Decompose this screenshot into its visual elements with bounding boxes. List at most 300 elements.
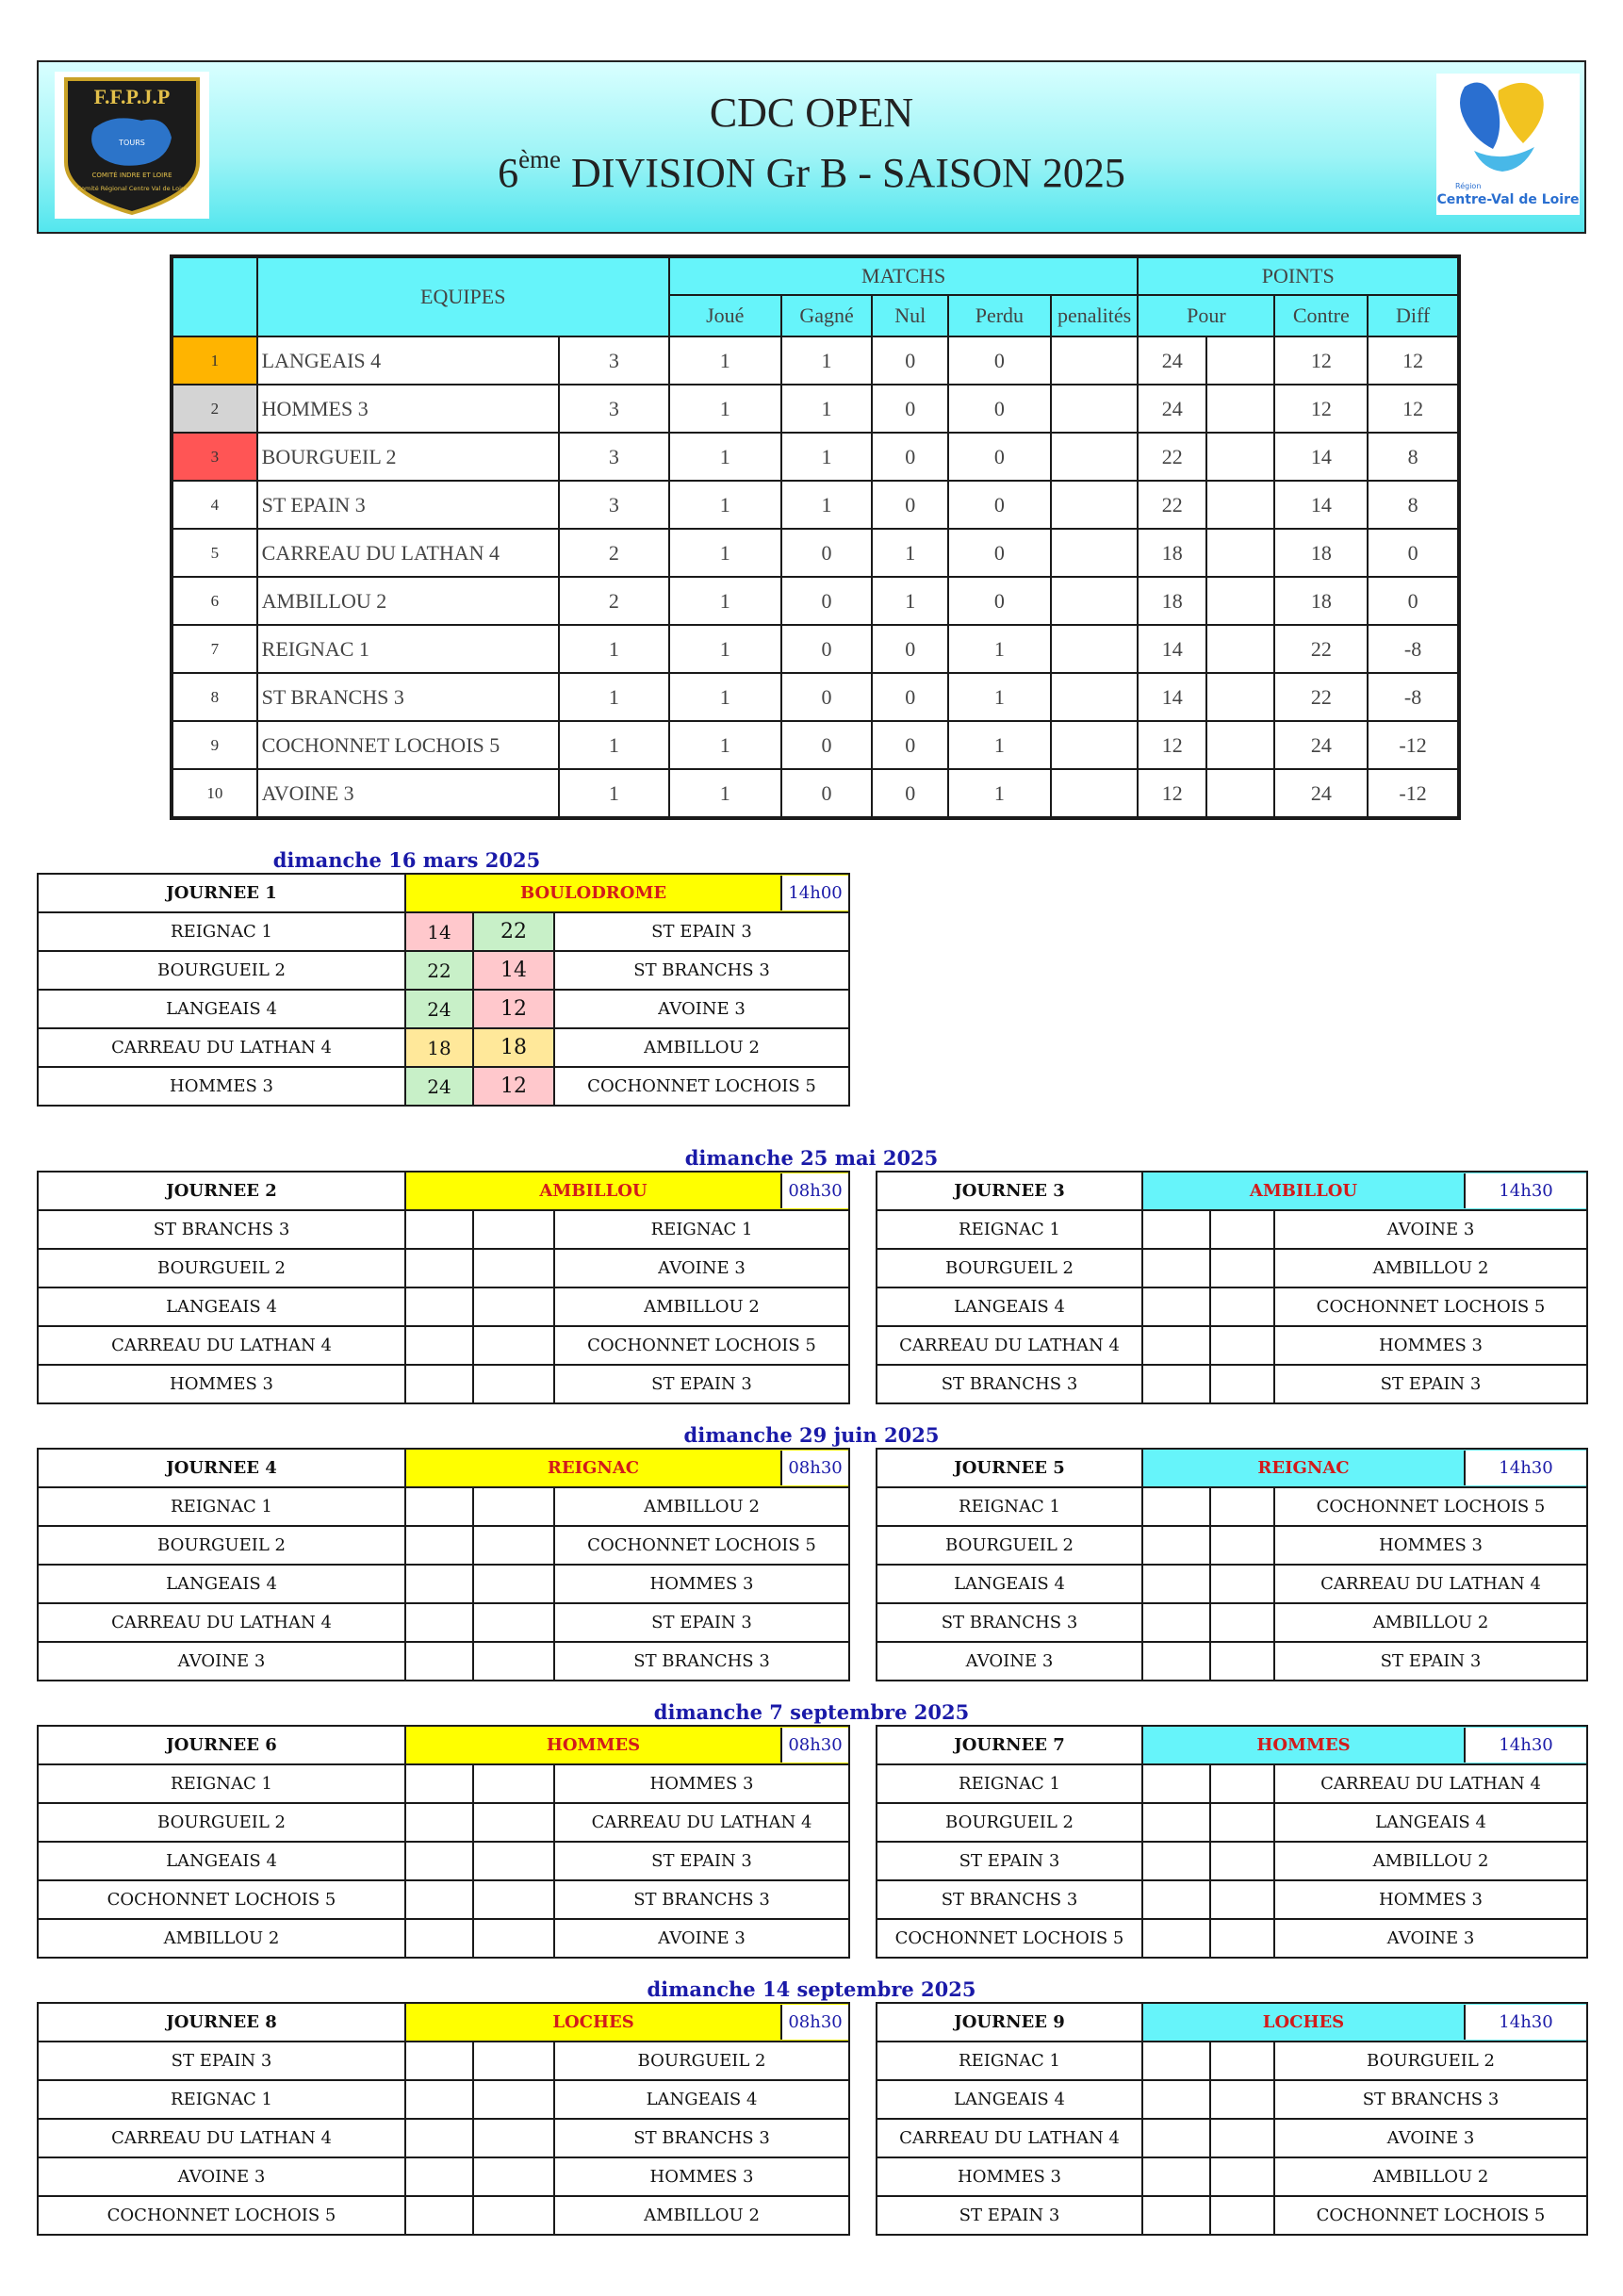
standings-team: COCHONNET LOCHOIS 5 bbox=[257, 721, 559, 769]
match-score-home bbox=[405, 2157, 473, 2196]
match-score-home bbox=[1142, 2119, 1210, 2157]
standings-perdu: 0 bbox=[948, 385, 1051, 433]
standings-team: AMBILLOU 2 bbox=[257, 577, 559, 625]
match-away-team: REIGNAC 1 bbox=[554, 1210, 849, 1249]
match-home-team: LANGEAIS 4 bbox=[877, 2080, 1142, 2119]
journee-location bbox=[1142, 1726, 1587, 1764]
match-score-home bbox=[405, 1287, 473, 1326]
journee-table bbox=[37, 1448, 850, 1681]
match-score-away bbox=[1210, 1642, 1274, 1681]
match-score-away bbox=[473, 1365, 554, 1403]
match-score-away bbox=[473, 1919, 554, 1958]
header-equipes: EQUIPES bbox=[257, 256, 669, 336]
standings-nul: 0 bbox=[872, 673, 948, 721]
match-home-team: ST EPAIN 3 bbox=[38, 2042, 405, 2080]
match-away-team: CARREAU DU LATHAN 4 bbox=[1274, 1764, 1587, 1803]
standings-perdu: 0 bbox=[948, 336, 1051, 385]
match-score-away bbox=[1210, 1487, 1274, 1526]
journee-header-row bbox=[877, 1449, 1587, 1487]
standings-points: 3 bbox=[559, 336, 669, 385]
match-row bbox=[38, 1487, 849, 1526]
match-score-away bbox=[473, 1880, 554, 1919]
standings-contre: 12 bbox=[1274, 336, 1368, 385]
match-away-team: COCHONNET LOCHOIS 5 bbox=[1274, 1487, 1587, 1526]
journee-location-label: HOMMES bbox=[546, 1735, 641, 1755]
match-away-team: AMBILLOU 2 bbox=[1274, 1603, 1587, 1642]
standings-joue: 1 bbox=[669, 433, 781, 481]
match-home-team: ST BRANCHS 3 bbox=[38, 1210, 405, 1249]
match-away-team: AMBILLOU 2 bbox=[554, 1028, 849, 1067]
match-away-team: HOMMES 3 bbox=[554, 1565, 849, 1603]
day-heading: dimanche 7 septembre 2025 bbox=[653, 1700, 970, 1724]
match-row bbox=[38, 1842, 849, 1880]
standings-gagne: 1 bbox=[781, 481, 873, 529]
journee-time: 14h30 bbox=[1464, 1173, 1586, 1208]
match-row bbox=[877, 1210, 1587, 1249]
match-score-home bbox=[1142, 1842, 1210, 1880]
standings-nul: 0 bbox=[872, 769, 948, 818]
journee-time: 08h30 bbox=[780, 1451, 848, 1485]
match-home-team: COCHONNET LOCHOIS 5 bbox=[877, 1919, 1142, 1958]
match-score-home bbox=[405, 1880, 473, 1919]
journee-title: JOURNEE 3 bbox=[877, 1172, 1142, 1210]
match-row bbox=[877, 1803, 1587, 1842]
standings-pour: 18 bbox=[1138, 577, 1206, 625]
standings-pour: 24 bbox=[1138, 336, 1206, 385]
match-away-team: BOURGUEIL 2 bbox=[1274, 2042, 1587, 2080]
standings-joue: 1 bbox=[669, 336, 781, 385]
match-score-away bbox=[1210, 1326, 1274, 1365]
standings-perdu: 0 bbox=[948, 433, 1051, 481]
match-away-team: ST EPAIN 3 bbox=[554, 1365, 849, 1403]
journee-location-label: AMBILLOU bbox=[539, 1181, 648, 1201]
day-heading: dimanche 14 septembre 2025 bbox=[647, 1977, 976, 2001]
journee-title: JOURNEE 9 bbox=[877, 2003, 1142, 2042]
logo-left-text1: F.F.P.J.P bbox=[93, 85, 171, 108]
standings-perdu: 0 bbox=[948, 529, 1051, 577]
logo-left-text2: COMITÉ INDRE ET LOIRE bbox=[91, 172, 172, 179]
header-nul: Nul bbox=[872, 295, 948, 336]
standings-points: 3 bbox=[559, 385, 669, 433]
match-score-away bbox=[1210, 1249, 1274, 1287]
match-home-team: BOURGUEIL 2 bbox=[877, 1803, 1142, 1842]
standings-diff: -12 bbox=[1368, 769, 1459, 818]
header-perdu: Perdu bbox=[948, 295, 1051, 336]
journee-time: 14h00 bbox=[780, 876, 848, 910]
match-away-team: ST EPAIN 3 bbox=[1274, 1365, 1587, 1403]
match-away-team: COCHONNET LOCHOIS 5 bbox=[554, 1326, 849, 1365]
match-score-away bbox=[1210, 1764, 1274, 1803]
standings-blank bbox=[1206, 577, 1275, 625]
match-away-team: AVOINE 3 bbox=[554, 1249, 849, 1287]
standings-row bbox=[172, 385, 1459, 433]
match-row bbox=[38, 1326, 849, 1365]
match-away-team: AVOINE 3 bbox=[1274, 1210, 1587, 1249]
journee-header-row bbox=[38, 874, 849, 912]
journee-header-row bbox=[877, 2003, 1587, 2042]
page-title-line2 bbox=[0, 145, 1623, 197]
standings-blank bbox=[1206, 433, 1275, 481]
standings-perdu: 1 bbox=[948, 673, 1051, 721]
match-score-away bbox=[1210, 2157, 1274, 2196]
standings-nul: 0 bbox=[872, 433, 948, 481]
header-joue: Joué bbox=[669, 295, 781, 336]
match-score-home bbox=[1142, 2042, 1210, 2080]
match-row bbox=[877, 1880, 1587, 1919]
journee-title: JOURNEE 2 bbox=[38, 1172, 405, 1210]
match-score-home bbox=[1142, 1565, 1210, 1603]
match-score-away: 22 bbox=[473, 912, 554, 951]
match-home-team: BOURGUEIL 2 bbox=[38, 1526, 405, 1565]
match-home-team: REIGNAC 1 bbox=[877, 1764, 1142, 1803]
match-row bbox=[38, 1803, 849, 1842]
match-score-home bbox=[405, 2042, 473, 2080]
standings-diff: -12 bbox=[1368, 721, 1459, 769]
standings-rank: 2 bbox=[172, 385, 257, 433]
match-home-team: CARREAU DU LATHAN 4 bbox=[877, 1326, 1142, 1365]
match-score-away bbox=[1210, 1287, 1274, 1326]
journee-location-label: LOCHES bbox=[1262, 2012, 1345, 2032]
match-away-team: COCHONNET LOCHOIS 5 bbox=[1274, 1287, 1587, 1326]
match-away-team: ST EPAIN 3 bbox=[554, 1842, 849, 1880]
standings-blank bbox=[1206, 529, 1275, 577]
match-score-home bbox=[405, 1487, 473, 1526]
match-score-away bbox=[473, 1764, 554, 1803]
logo-left-text3: TOURS bbox=[119, 139, 145, 147]
standings-rank: 3 bbox=[172, 433, 257, 481]
match-home-team: HOMMES 3 bbox=[38, 1067, 405, 1106]
match-score-home bbox=[405, 1565, 473, 1603]
standings-joue: 1 bbox=[669, 529, 781, 577]
match-score-away bbox=[1210, 2119, 1274, 2157]
standings-joue: 1 bbox=[669, 577, 781, 625]
match-score-home bbox=[1142, 2080, 1210, 2119]
match-score-home bbox=[405, 1919, 473, 1958]
standings-rank: 9 bbox=[172, 721, 257, 769]
standings-gagne: 1 bbox=[781, 385, 873, 433]
match-row bbox=[38, 1919, 849, 1958]
standings-points: 1 bbox=[559, 769, 669, 818]
match-score-away bbox=[1210, 1565, 1274, 1603]
match-away-team: HOMMES 3 bbox=[1274, 1526, 1587, 1565]
standings-rank: 4 bbox=[172, 481, 257, 529]
standings-penalites bbox=[1051, 625, 1139, 673]
standings-joue: 1 bbox=[669, 769, 781, 818]
journee-title: JOURNEE 7 bbox=[877, 1726, 1142, 1764]
match-home-team: REIGNAC 1 bbox=[38, 2080, 405, 2119]
match-home-team: CARREAU DU LATHAN 4 bbox=[38, 1326, 405, 1365]
match-away-team: COCHONNET LOCHOIS 5 bbox=[554, 1526, 849, 1565]
header-diff: Diff bbox=[1368, 295, 1459, 336]
match-score-away bbox=[1210, 1842, 1274, 1880]
match-away-team: ST BRANCHS 3 bbox=[1274, 2080, 1587, 2119]
match-away-team: CARREAU DU LATHAN 4 bbox=[554, 1803, 849, 1842]
standings-perdu: 0 bbox=[948, 577, 1051, 625]
standings-gagne: 0 bbox=[781, 673, 873, 721]
journee-title: JOURNEE 6 bbox=[38, 1726, 405, 1764]
match-score-home bbox=[1142, 1919, 1210, 1958]
standings-blank bbox=[1206, 673, 1275, 721]
standings-row bbox=[172, 625, 1459, 673]
standings-diff: 0 bbox=[1368, 577, 1459, 625]
standings-contre: 24 bbox=[1274, 721, 1368, 769]
standings-row bbox=[172, 673, 1459, 721]
logo-right-text1: Région bbox=[1455, 182, 1482, 190]
match-row bbox=[38, 912, 849, 951]
match-score-home bbox=[1142, 1210, 1210, 1249]
match-score-away bbox=[473, 1642, 554, 1681]
match-row bbox=[877, 1526, 1587, 1565]
match-row bbox=[38, 2080, 849, 2119]
match-score-away bbox=[1210, 1603, 1274, 1642]
journee-location bbox=[1142, 1449, 1587, 1487]
standings-blank bbox=[1206, 481, 1275, 529]
match-row bbox=[877, 2119, 1587, 2157]
journee-location bbox=[405, 1726, 849, 1764]
match-score-home bbox=[1142, 1365, 1210, 1403]
standings-diff: 0 bbox=[1368, 529, 1459, 577]
match-score-home bbox=[405, 1642, 473, 1681]
match-away-team: BOURGUEIL 2 bbox=[554, 2042, 849, 2080]
match-score-away bbox=[1210, 2042, 1274, 2080]
match-row bbox=[38, 1565, 849, 1603]
standings-penalites bbox=[1051, 769, 1139, 818]
header-points: POINTS bbox=[1138, 256, 1459, 295]
standings-points: 3 bbox=[559, 481, 669, 529]
standings-gagne: 0 bbox=[781, 625, 873, 673]
match-score-away bbox=[473, 2196, 554, 2235]
day-heading: dimanche 16 mars 2025 bbox=[272, 848, 541, 872]
match-score-away bbox=[473, 1526, 554, 1565]
match-score-home bbox=[1142, 1487, 1210, 1526]
match-row bbox=[877, 1365, 1587, 1403]
standings-row bbox=[172, 577, 1459, 625]
match-away-team: AVOINE 3 bbox=[1274, 2119, 1587, 2157]
match-home-team: ST BRANCHS 3 bbox=[877, 1365, 1142, 1403]
standings-diff: 8 bbox=[1368, 433, 1459, 481]
journee-location bbox=[1142, 1172, 1587, 1210]
match-row bbox=[38, 2119, 849, 2157]
match-home-team: AVOINE 3 bbox=[877, 1642, 1142, 1681]
match-away-team: ST BRANCHS 3 bbox=[554, 951, 849, 990]
match-home-team: ST BRANCHS 3 bbox=[877, 1603, 1142, 1642]
match-row bbox=[877, 1642, 1587, 1681]
match-row bbox=[38, 2157, 849, 2196]
match-score-away bbox=[1210, 2196, 1274, 2235]
journee-title: JOURNEE 5 bbox=[877, 1449, 1142, 1487]
match-row bbox=[877, 1565, 1587, 1603]
match-home-team: AMBILLOU 2 bbox=[38, 1919, 405, 1958]
standings-perdu: 0 bbox=[948, 481, 1051, 529]
match-home-team: AVOINE 3 bbox=[38, 2157, 405, 2196]
journee-time: 08h30 bbox=[780, 2005, 848, 2040]
standings-diff: 8 bbox=[1368, 481, 1459, 529]
match-score-away bbox=[473, 1487, 554, 1526]
match-score-home: 22 bbox=[405, 951, 473, 990]
match-away-team: COCHONNET LOCHOIS 5 bbox=[554, 1067, 849, 1106]
standings-joue: 1 bbox=[669, 625, 781, 673]
match-score-home: 14 bbox=[405, 912, 473, 951]
match-score-home bbox=[1142, 1249, 1210, 1287]
title-division-number: 6 bbox=[498, 150, 519, 196]
match-row bbox=[877, 1764, 1587, 1803]
journee-table bbox=[37, 873, 850, 1107]
match-home-team: REIGNAC 1 bbox=[38, 1764, 405, 1803]
match-row bbox=[38, 1028, 849, 1067]
journee-header-row bbox=[38, 1449, 849, 1487]
match-away-team: AMBILLOU 2 bbox=[1274, 1842, 1587, 1880]
match-away-team: ST EPAIN 3 bbox=[554, 1603, 849, 1642]
standings-team: AVOINE 3 bbox=[257, 769, 559, 818]
match-score-away bbox=[473, 2157, 554, 2196]
match-away-team: AMBILLOU 2 bbox=[554, 1287, 849, 1326]
match-home-team: HOMMES 3 bbox=[38, 1365, 405, 1403]
standings-gagne: 1 bbox=[781, 433, 873, 481]
match-score-home bbox=[1142, 1803, 1210, 1842]
match-score-home bbox=[1142, 1603, 1210, 1642]
header-penalites: penalités bbox=[1051, 295, 1139, 336]
match-home-team: CARREAU DU LATHAN 4 bbox=[877, 2119, 1142, 2157]
journee-header-row bbox=[38, 1726, 849, 1764]
match-row bbox=[877, 1249, 1587, 1287]
standings-joue: 1 bbox=[669, 673, 781, 721]
standings-contre: 18 bbox=[1274, 577, 1368, 625]
match-score-home bbox=[405, 1803, 473, 1842]
match-score-away: 18 bbox=[473, 1028, 554, 1067]
match-score-home bbox=[1142, 1764, 1210, 1803]
standings-joue: 1 bbox=[669, 385, 781, 433]
standings-diff: -8 bbox=[1368, 673, 1459, 721]
standings-team: HOMMES 3 bbox=[257, 385, 559, 433]
match-row bbox=[877, 1326, 1587, 1365]
match-score-home bbox=[1142, 2196, 1210, 2235]
journee-location-label: HOMMES bbox=[1256, 1735, 1351, 1755]
match-score-home bbox=[1142, 1287, 1210, 1326]
match-away-team: AVOINE 3 bbox=[554, 990, 849, 1028]
match-score-home bbox=[405, 2119, 473, 2157]
match-away-team: ST BRANCHS 3 bbox=[554, 2119, 849, 2157]
journee-title: JOURNEE 8 bbox=[38, 2003, 405, 2042]
match-row bbox=[877, 2080, 1587, 2119]
match-row bbox=[38, 1210, 849, 1249]
match-home-team: BOURGUEIL 2 bbox=[38, 951, 405, 990]
standings-pour: 22 bbox=[1138, 433, 1206, 481]
match-score-away bbox=[473, 1603, 554, 1642]
match-row bbox=[38, 2042, 849, 2080]
standings-team: ST BRANCHS 3 bbox=[257, 673, 559, 721]
standings-gagne: 0 bbox=[781, 769, 873, 818]
match-row bbox=[38, 1603, 849, 1642]
journee-header-row bbox=[877, 1172, 1587, 1210]
header-gagne: Gagné bbox=[781, 295, 873, 336]
match-score-home bbox=[1142, 1642, 1210, 1681]
match-away-team: HOMMES 3 bbox=[554, 1764, 849, 1803]
match-score-home: 18 bbox=[405, 1028, 473, 1067]
match-home-team: REIGNAC 1 bbox=[877, 1210, 1142, 1249]
match-score-away bbox=[1210, 1803, 1274, 1842]
match-score-away bbox=[1210, 1526, 1274, 1565]
match-home-team: AVOINE 3 bbox=[38, 1642, 405, 1681]
match-score-home bbox=[1142, 1326, 1210, 1365]
header-pour: Pour bbox=[1138, 295, 1274, 336]
match-home-team: CARREAU DU LATHAN 4 bbox=[38, 2119, 405, 2157]
journee-table bbox=[37, 1171, 850, 1404]
match-home-team: BOURGUEIL 2 bbox=[38, 1803, 405, 1842]
standings-penalites bbox=[1051, 577, 1139, 625]
journee-title: JOURNEE 1 bbox=[38, 874, 405, 912]
match-home-team: REIGNAC 1 bbox=[38, 912, 405, 951]
match-away-team: AMBILLOU 2 bbox=[1274, 1249, 1587, 1287]
match-row bbox=[877, 1919, 1587, 1958]
standings-contre: 14 bbox=[1274, 433, 1368, 481]
standings-gagne: 0 bbox=[781, 529, 873, 577]
standings-row bbox=[172, 336, 1459, 385]
title-division-superscript: ème bbox=[518, 145, 562, 173]
standings-points: 1 bbox=[559, 721, 669, 769]
header-contre: Contre bbox=[1274, 295, 1368, 336]
standings-team: CARREAU DU LATHAN 4 bbox=[257, 529, 559, 577]
standings-diff: 12 bbox=[1368, 385, 1459, 433]
journee-title: JOURNEE 4 bbox=[38, 1449, 405, 1487]
standings-penalites bbox=[1051, 721, 1139, 769]
match-score-home bbox=[1142, 1880, 1210, 1919]
match-score-home bbox=[405, 1842, 473, 1880]
match-home-team: LANGEAIS 4 bbox=[38, 990, 405, 1028]
title-division-rest: DIVISION Gr B - SAISON 2025 bbox=[561, 150, 1125, 196]
standings-pour: 14 bbox=[1138, 673, 1206, 721]
match-row bbox=[38, 2196, 849, 2235]
match-away-team: ST EPAIN 3 bbox=[1274, 1642, 1587, 1681]
standings-blank bbox=[1206, 336, 1275, 385]
standings-gagne: 0 bbox=[781, 577, 873, 625]
match-row bbox=[38, 1287, 849, 1326]
match-home-team: LANGEAIS 4 bbox=[38, 1842, 405, 1880]
standings-contre: 24 bbox=[1274, 769, 1368, 818]
standings-penalites bbox=[1051, 673, 1139, 721]
match-row bbox=[38, 1067, 849, 1106]
journee-table bbox=[876, 2002, 1588, 2236]
match-score-away bbox=[473, 1249, 554, 1287]
match-home-team: COCHONNET LOCHOIS 5 bbox=[38, 1880, 405, 1919]
match-row bbox=[877, 1603, 1587, 1642]
match-away-team: AVOINE 3 bbox=[554, 1919, 849, 1958]
match-score-home bbox=[1142, 1526, 1210, 1565]
journee-table bbox=[876, 1448, 1588, 1681]
standings-nul: 1 bbox=[872, 529, 948, 577]
match-away-team: HOMMES 3 bbox=[1274, 1326, 1587, 1365]
match-away-team: ST BRANCHS 3 bbox=[554, 1642, 849, 1681]
match-score-home bbox=[405, 2196, 473, 2235]
match-score-away: 12 bbox=[473, 1067, 554, 1106]
match-row bbox=[38, 1764, 849, 1803]
match-home-team: BOURGUEIL 2 bbox=[877, 1249, 1142, 1287]
match-score-away: 12 bbox=[473, 990, 554, 1028]
match-away-team: AVOINE 3 bbox=[1274, 1919, 1587, 1958]
standings-contre: 22 bbox=[1274, 625, 1368, 673]
standings-points: 2 bbox=[559, 529, 669, 577]
journee-location bbox=[405, 1172, 849, 1210]
journee-location-label: BOULODROME bbox=[519, 883, 667, 903]
match-home-team: REIGNAC 1 bbox=[877, 2042, 1142, 2080]
match-row bbox=[877, 1487, 1587, 1526]
standings-rank: 7 bbox=[172, 625, 257, 673]
match-row bbox=[877, 1842, 1587, 1880]
match-score-home: 24 bbox=[405, 1067, 473, 1106]
match-home-team: ST BRANCHS 3 bbox=[877, 1880, 1142, 1919]
standings-blank bbox=[1206, 385, 1275, 433]
standings-points: 3 bbox=[559, 433, 669, 481]
match-score-home bbox=[405, 1365, 473, 1403]
